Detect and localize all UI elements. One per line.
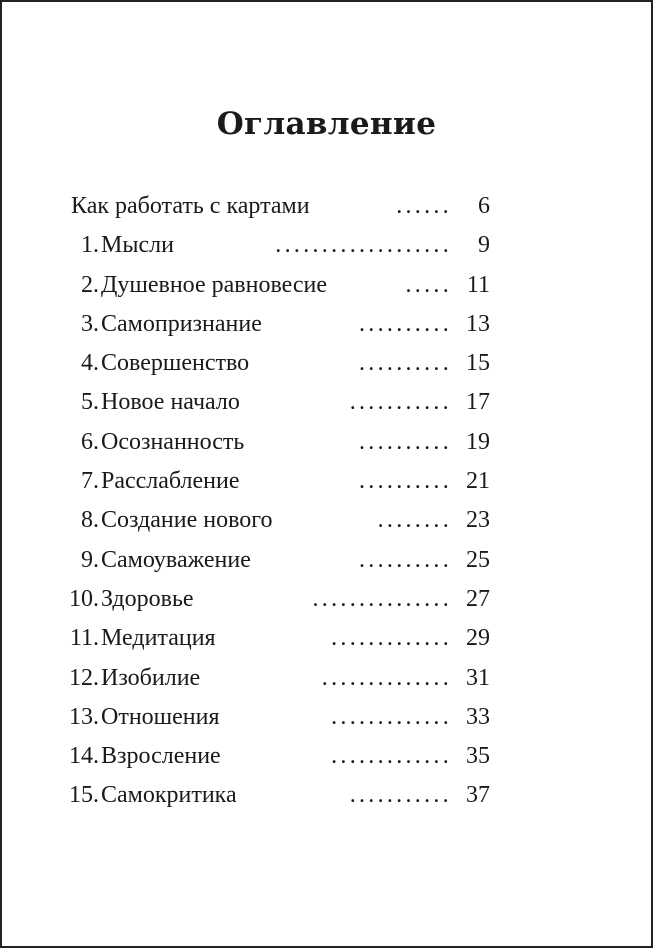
toc-entry-label: Самокритика: [101, 782, 237, 809]
toc-entry-page: 17: [466, 389, 490, 416]
toc-leader-dots: ..........: [359, 350, 452, 377]
toc-entry: [2, 661, 653, 700]
table-of-contents: [2, 189, 653, 818]
toc-entry-number: 2.: [81, 271, 99, 298]
toc-entry-label: Здоровье: [101, 585, 194, 612]
toc-entry-page: 15: [466, 350, 490, 377]
toc-entry: [2, 189, 653, 228]
toc-leader-dots: ..........: [359, 310, 452, 337]
toc-leader-dots: .............: [331, 703, 452, 730]
toc-entry: [2, 700, 653, 739]
toc-entry-label: Душевное равновесие: [101, 271, 328, 298]
toc-entry-label: Мысли: [101, 232, 174, 259]
toc-entry: [2, 621, 653, 660]
toc-entry-number: 8.: [81, 507, 99, 534]
toc-leader-dots: ..........: [359, 428, 452, 455]
toc-entry-label: Изобилие: [101, 664, 201, 691]
toc-entry-page: 6: [478, 193, 490, 219]
toc-entry-number: 5.: [81, 389, 99, 416]
toc-entry-number: 12.: [69, 664, 99, 691]
toc-entry-label: Создание нового: [101, 507, 273, 534]
toc-entry-number: 6.: [81, 428, 99, 455]
toc-entry-page: 35: [466, 743, 490, 770]
toc-leader-dots: ..........: [359, 468, 452, 495]
toc-leader-dots: ...............: [312, 585, 452, 612]
toc-entry-number: 15.: [69, 782, 99, 809]
toc-leader-dots: ..........: [359, 546, 452, 573]
page-title: Оглавление: [216, 106, 437, 142]
toc-entry: [2, 307, 653, 346]
toc-leader-dots: ...........: [349, 389, 452, 416]
toc-entry: [2, 739, 653, 778]
toc-entry-label: Совершенство: [101, 350, 250, 377]
toc-entry: [2, 268, 653, 307]
toc-entry-page: 31: [466, 664, 490, 691]
toc-entry-page: 25: [466, 546, 490, 573]
toc-leader-dots: ...................: [275, 232, 452, 259]
toc-entry-page: 19: [466, 428, 490, 455]
toc-entry: [2, 346, 653, 385]
toc-entry-label: Осознанность: [101, 428, 245, 455]
toc-leader-dots: .............: [331, 625, 452, 652]
toc-entry-number: 3.: [81, 310, 99, 337]
toc-entry-label: Как работать с картами: [71, 193, 310, 219]
toc-leader-dots: .....: [405, 271, 452, 298]
toc-entry-number: 13.: [69, 703, 99, 730]
toc-entry-label: Самоуважение: [101, 546, 251, 573]
toc-entry-page: 11: [466, 271, 490, 298]
toc-entry-number: 11.: [69, 625, 99, 652]
toc-entry: [2, 778, 653, 817]
toc-entry: [2, 464, 653, 503]
toc-entry-page: 27: [466, 585, 490, 612]
toc-entry-label: Самопризнание: [101, 310, 262, 337]
toc-leader-dots: ..............: [321, 664, 452, 691]
toc-entry-number: 1.: [81, 232, 99, 259]
toc-entry-number: 14.: [69, 743, 99, 770]
toc-entry-page: 23: [466, 507, 490, 534]
toc-entry: [2, 582, 653, 621]
toc-leader-dots: ........: [377, 507, 452, 534]
toc-entry-number: 10.: [69, 585, 99, 612]
toc-entry-label: Расслабление: [101, 468, 240, 495]
toc-leader-dots: .............: [331, 743, 452, 770]
toc-entry: [2, 543, 653, 582]
toc-entry-label: Медитация: [101, 625, 216, 652]
toc-entry-label: Взросление: [101, 743, 221, 770]
toc-entry-page: 33: [466, 703, 490, 730]
toc-entry-page: 13: [466, 310, 490, 337]
toc-entry-page: 21: [466, 468, 490, 495]
toc-entry-label: Новое начало: [101, 389, 240, 416]
toc-entry: [2, 385, 653, 424]
toc-entry: [2, 503, 653, 542]
toc-entry-number: 7.: [81, 468, 99, 495]
toc-entry: [2, 425, 653, 464]
toc-entry-page: 29: [466, 625, 490, 652]
toc-leader-dots: ...........: [349, 782, 452, 809]
toc-entry-page: 37: [466, 782, 490, 809]
toc-entry-number: 4.: [81, 350, 99, 377]
toc-entry-page: 9: [478, 232, 490, 259]
toc-entry-label: Отношения: [101, 703, 220, 730]
toc-leader-dots: ......: [396, 193, 452, 219]
toc-entry-number: 9.: [81, 546, 99, 573]
toc-entry: [2, 228, 653, 267]
